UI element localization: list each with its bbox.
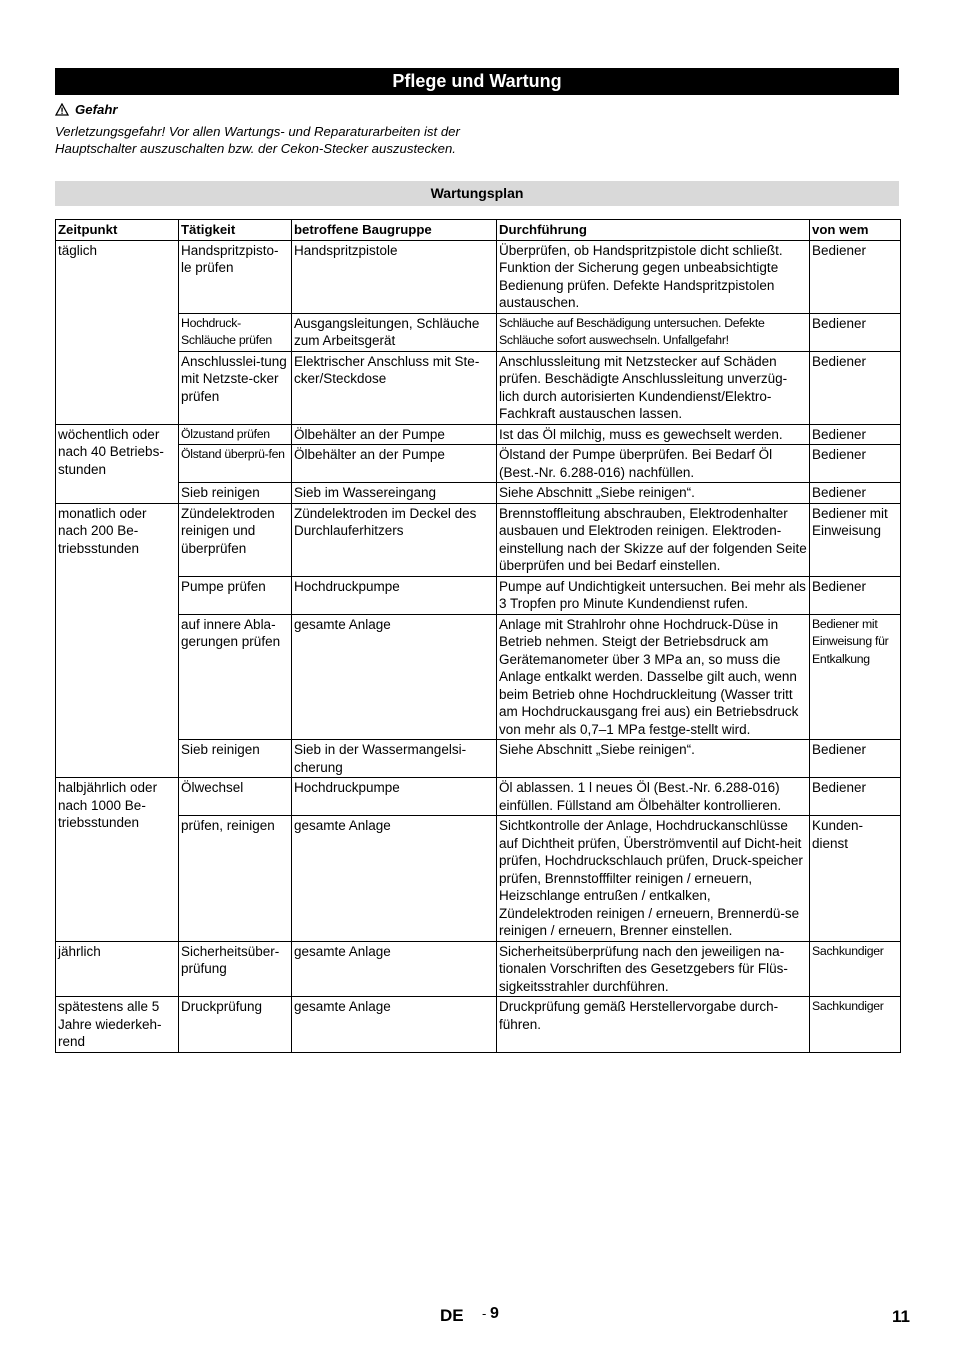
table-row [56, 576, 901, 614]
baugruppe-cell: Sieb in der Wassermangelsi-cherung [292, 740, 497, 778]
table-row [56, 313, 901, 351]
taetigkeit-cell: Pumpe prüfen [179, 576, 292, 614]
durchfuehrung-cell: Schläuche auf Beschädigung untersuchen. Defekte Schläuche sofort auswechseln. Unfallgefahr! [497, 313, 810, 351]
durchfuehrung-cell: Siehe Abschnitt „Siebe reinigen“. [497, 740, 810, 778]
baugruppe-cell: Ölbehälter an der Pumpe [292, 445, 497, 483]
footer-sub-page: - 9 [482, 1305, 499, 1322]
taetigkeit-cell: Druckprüfung [179, 997, 292, 1053]
footer-sub-page-number: 9 [489, 1305, 499, 1322]
taetigkeit-cell: prüfen, reinigen [179, 816, 292, 942]
baugruppe-cell: Ölbehälter an der Pumpe [292, 424, 497, 445]
table-row [56, 997, 901, 1053]
section-title: Wartungsplan [55, 181, 899, 206]
taetigkeit-cell: Ölstand überprü-fen [179, 445, 292, 483]
table-row [56, 614, 901, 740]
durchfuehrung-cell: Sicherheitsüberprüfung nach den jeweiligen na-tionalen Vorschriften des Gesetzgebers für Flüs-sigkeitsstrahler durchführen. [497, 941, 810, 997]
table-row [56, 941, 901, 997]
von-wem-cell: Bediener [810, 483, 901, 504]
danger-notice [55, 101, 475, 158]
von-wem-cell: Bediener [810, 313, 901, 351]
baugruppe-cell: gesamte Anlage [292, 997, 497, 1053]
zeitpunkt-cell: jährlich [56, 941, 179, 997]
danger-heading-label: Gefahr [75, 102, 118, 117]
baugruppe-cell: Hochdruckpumpe [292, 576, 497, 614]
durchfuehrung-cell: Brennstoffleitung abschrauben, Elektrodenhalter ausbauen und Elektroden reinigen. Elektroden-einstellung nach der Skizze auf der folgenden Seite überprüfen und bei Bedarf einstellen. [497, 503, 810, 576]
taetigkeit-cell: Handspritzpisto-le prüfen [179, 240, 292, 313]
header-taetigkeit: Tätigkeit [179, 220, 292, 241]
von-wem-cell: Bediener [810, 445, 901, 483]
taetigkeit-cell: Sieb reinigen [179, 740, 292, 778]
baugruppe-cell: gesamte Anlage [292, 816, 497, 942]
zeitpunkt-cell: täglich [56, 240, 179, 424]
header-baugruppe: betroffene Baugruppe [292, 220, 497, 241]
baugruppe-cell: gesamte Anlage [292, 941, 497, 997]
durchfuehrung-cell: Ölstand der Pumpe überprüfen. Bei Bedarf Öl (Best.-Nr. 6.288-016) nachfüllen. [497, 445, 810, 483]
table-row [56, 483, 901, 504]
footer-page-number: 11 [892, 1307, 910, 1326]
durchfuehrung-cell: Ist das Öl milchig, muss es gewechselt werden. [497, 424, 810, 445]
taetigkeit-cell: auf innere Abla-gerungen prüfen [179, 614, 292, 740]
table-row [56, 351, 901, 424]
baugruppe-cell: Elektrischer Anschluss mit Ste-cker/Steckdose [292, 351, 497, 424]
von-wem-cell: Bediener [810, 778, 901, 816]
warning-triangle-icon [55, 103, 69, 116]
zeitpunkt-cell: wöchentlich oder nach 40 Betriebs-stunden [56, 424, 179, 503]
von-wem-cell: Bediener mit Einweisung für Entkalkung [810, 614, 901, 740]
table-row [56, 445, 901, 483]
baugruppe-cell: Hochdruckpumpe [292, 778, 497, 816]
baugruppe-cell: Ausgangsleitungen, Schläuche zum Arbeitsgerät [292, 313, 497, 351]
baugruppe-cell: Sieb im Wassereingang [292, 483, 497, 504]
taetigkeit-cell: Hochdruck-Schläuche prüfen [179, 313, 292, 351]
von-wem-cell: Sachkundiger [810, 941, 901, 997]
taetigkeit-cell: Ölwechsel [179, 778, 292, 816]
durchfuehrung-cell: Sichtkontrolle der Anlage, Hochdruckanschlüsse auf Dichtheit prüfen, Überströmventil auf Dicht-heit prüfen, Hochdruckschlauch prüfen, Druck-speicher prüfen, Brennstofffilter reinigen / erneuern, Heizschlange entrußen / entkalken, Zündelektroden reinigen / erneuern, Brennerdü-se reinigen / erneuern, Brenner einstellen. [497, 816, 810, 942]
taetigkeit-cell: Anschlusslei-tung mit Netzste-cker prüfen [179, 351, 292, 424]
table-row [56, 240, 901, 313]
table-row [56, 816, 901, 942]
baugruppe-cell: Zündelektroden im Deckel des Durchlauferhitzers [292, 503, 497, 576]
footer-language: DE [440, 1306, 464, 1325]
durchfuehrung-cell: Überprüfen, ob Handspritzpistole dicht schließt. Funktion der Sicherung gegen unbeabsichtigte Bedienung prüfen. Defekte Handspritzpistolen austauschen. [497, 240, 810, 313]
von-wem-cell: Bediener [810, 424, 901, 445]
zeitpunkt-cell: spätestens alle 5 Jahre wiederkeh-rend [56, 997, 179, 1053]
zeitpunkt-cell: monatlich oder nach 200 Be-triebsstunden [56, 503, 179, 778]
page-title: Pflege und Wartung [55, 68, 899, 95]
baugruppe-cell: gesamte Anlage [292, 614, 497, 740]
von-wem-cell: Bediener mit Einweisung [810, 503, 901, 576]
taetigkeit-cell: Sicherheitsüber-prüfung [179, 941, 292, 997]
von-wem-cell: Sachkundiger [810, 997, 901, 1053]
table-row [56, 778, 901, 816]
durchfuehrung-cell: Siehe Abschnitt „Siebe reinigen“. [497, 483, 810, 504]
maintenance-table [55, 219, 901, 1053]
taetigkeit-cell: Zündelektroden reinigen und überprüfen [179, 503, 292, 576]
table-row [56, 740, 901, 778]
durchfuehrung-cell: Pumpe auf Undichtigkeit untersuchen. Bei mehr als 3 Tropfen pro Minute Kundendienst rufen. [497, 576, 810, 614]
durchfuehrung-cell: Anlage mit Strahlrohr ohne Hochdruck-Düse in Betrieb nehmen. Steigt der Betriebsdruck am Gerätemanometer über 3 MPa an, so muss die Anlage entkalkt werden. Dasselbe gilt auch, wenn beim Betrieb ohne Hochdruckleitung (Wasser tritt am Hochdruckausgang frei aus) ein Betriebsdruck von mehr als 0,7–1 MPa festge-stellt wird. [497, 614, 810, 740]
taetigkeit-cell: Sieb reinigen [179, 483, 292, 504]
danger-text: Verletzungsgefahr! Vor allen Wartungs- und Reparaturarbeiten ist der Hauptschalter auszuschalten bzw. der Cekon-Stecker auszustecken. [55, 123, 460, 156]
header-zeitpunkt: Zeitpunkt [56, 220, 179, 241]
von-wem-cell: Bediener [810, 240, 901, 313]
durchfuehrung-cell: Öl ablassen. 1 l neues Öl (Best.-Nr. 6.288-016) einfüllen. Füllstand am Ölbehälter kontrollieren. [497, 778, 810, 816]
durchfuehrung-cell: Druckprüfung gemäß Herstellervorgabe durch-führen. [497, 997, 810, 1053]
table-header-row [56, 220, 901, 241]
von-wem-cell: Bediener [810, 576, 901, 614]
von-wem-cell: Bediener [810, 351, 901, 424]
header-von-wem: von wem [810, 220, 901, 241]
von-wem-cell: Bediener [810, 740, 901, 778]
header-durchfuehrung: Durchführung [497, 220, 810, 241]
baugruppe-cell: Handspritzpistole [292, 240, 497, 313]
taetigkeit-cell: Ölzustand prüfen [179, 424, 292, 445]
danger-heading [55, 101, 475, 119]
durchfuehrung-cell: Anschlussleitung mit Netzstecker auf Schäden prüfen. Beschädigte Anschlussleitung unverzüg-lich durch autorisierten Kundendienst/Elektro-Fachkraft austauschen lassen. [497, 351, 810, 424]
table-row [56, 424, 901, 445]
zeitpunkt-cell: halbjährlich oder nach 1000 Be-triebsstunden [56, 778, 179, 942]
von-wem-cell: Kunden-dienst [810, 816, 901, 942]
table-row [56, 503, 901, 576]
